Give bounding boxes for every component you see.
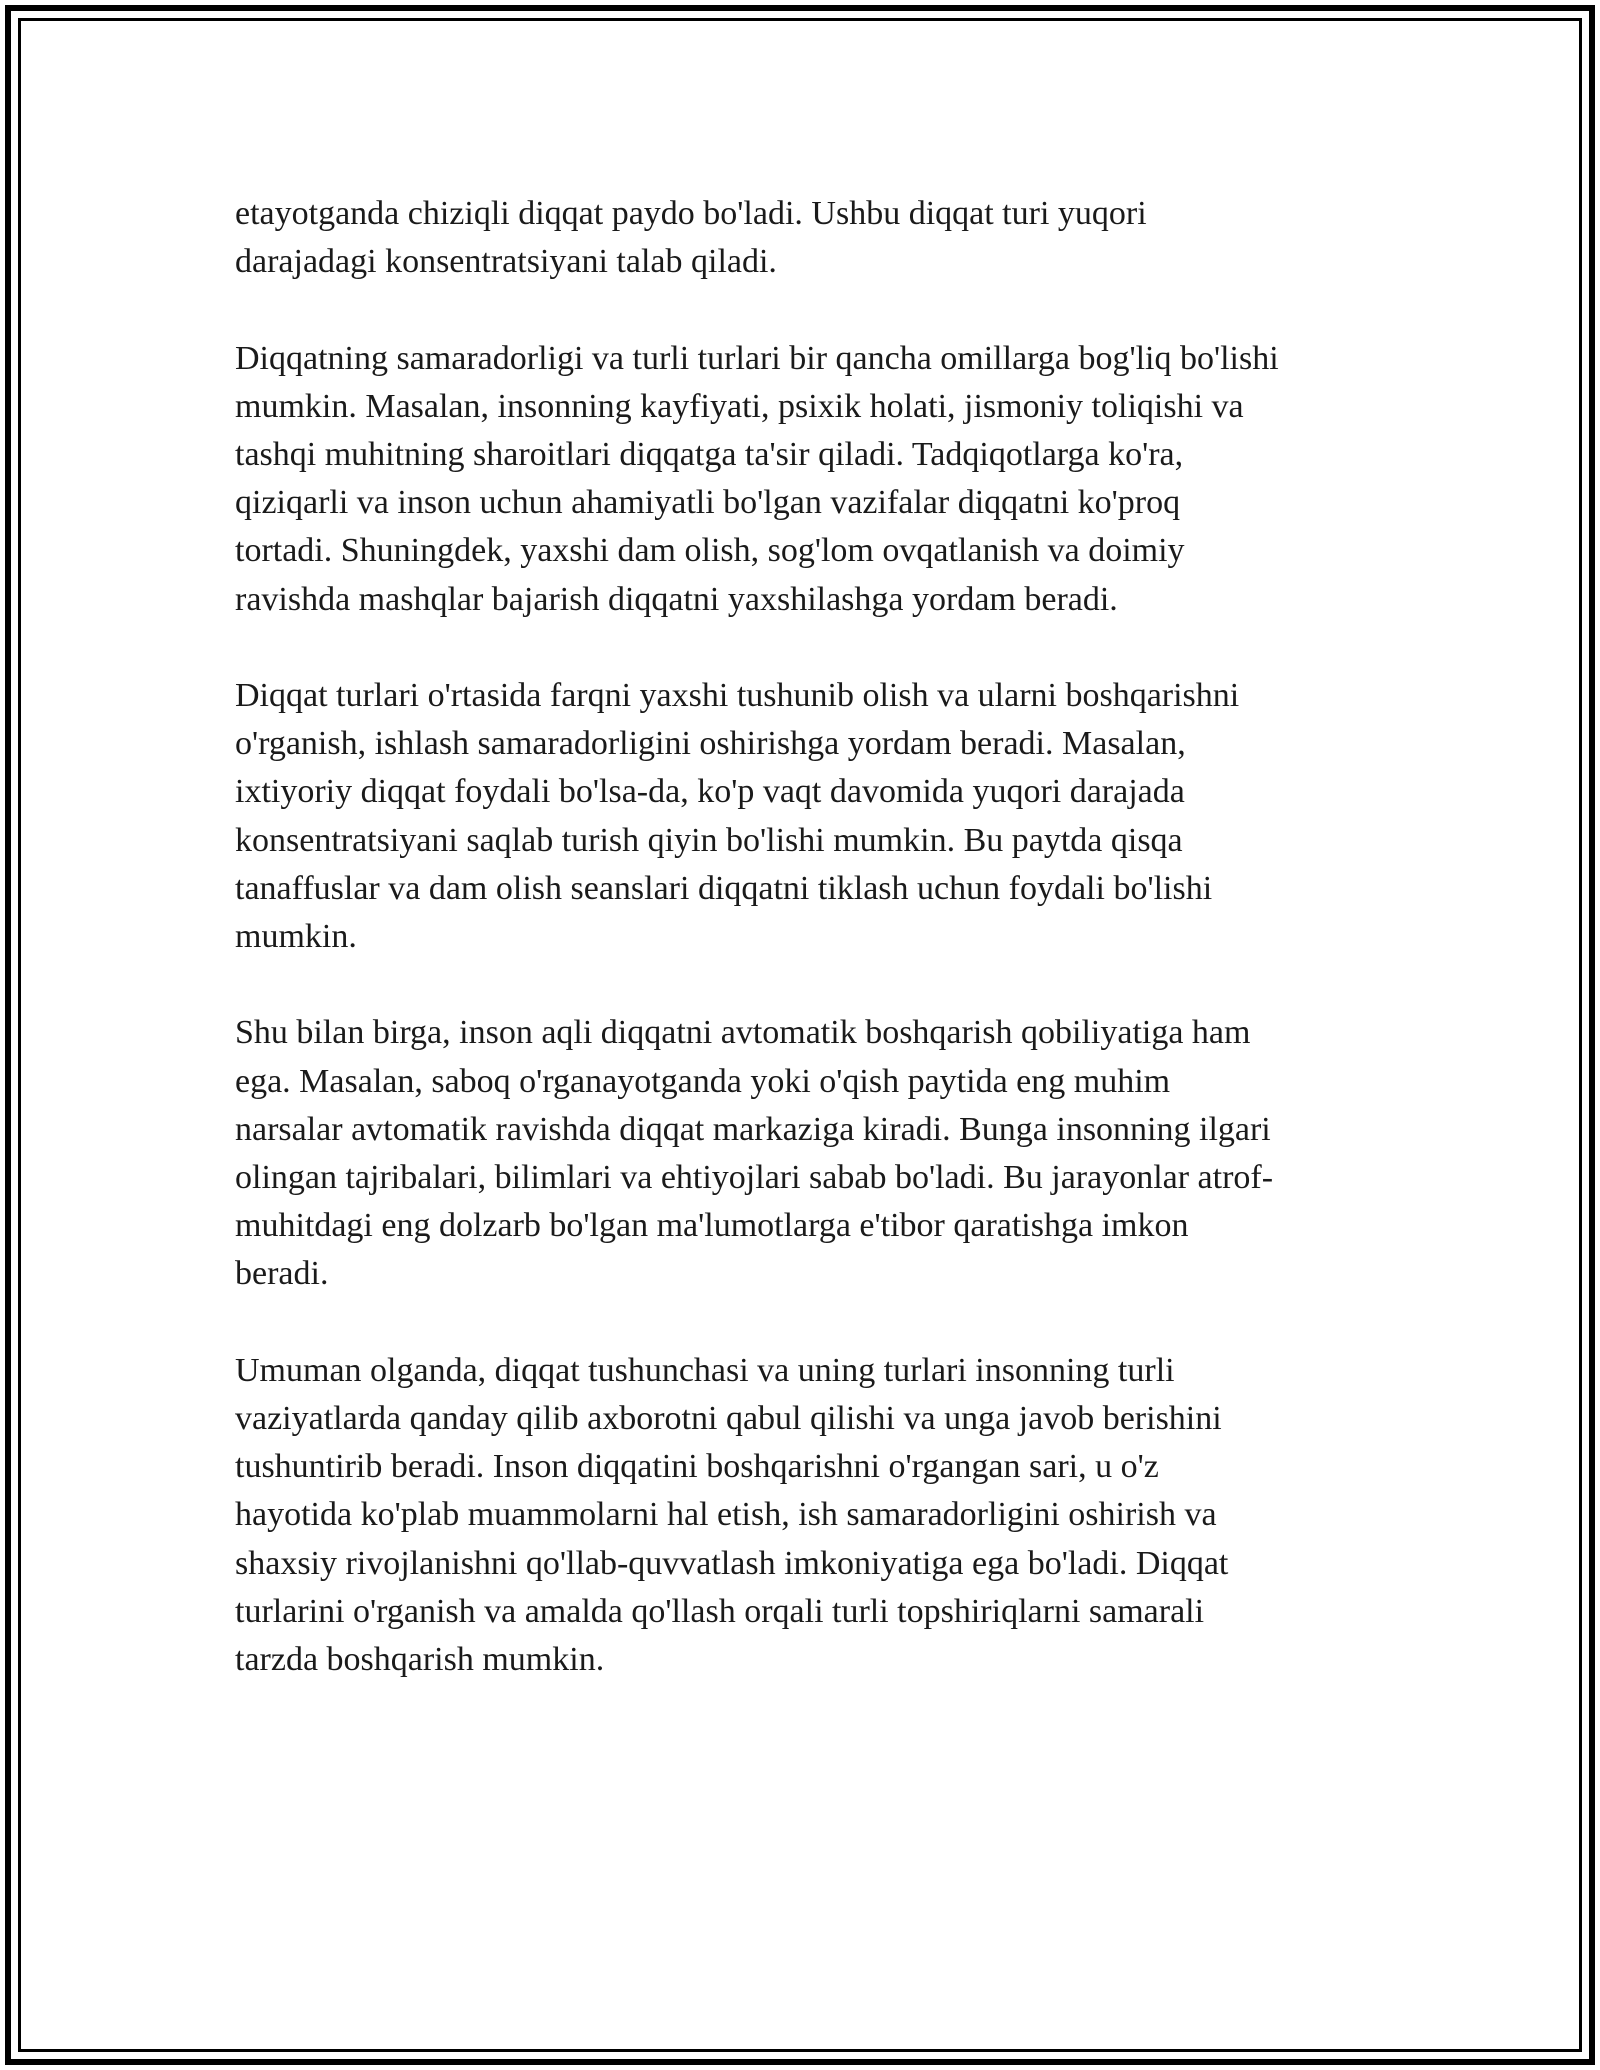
text-line: Diqqat turlari o'rtasida farqni yaxshi tushunib olish va ularni boshqarishni [235,677,1240,714]
paragraph-3 [235,672,1385,961]
text-line: narsalar avtomatik ravishda diqqat markaziga kiradi. Bunga insonning ilgari [235,1110,1271,1148]
text-line: tarzda boshqarish mumkin. [235,1641,605,1679]
text-line: ravishda mashqlar bajarish diqqatni yaxshilashga yordam beradi. [235,580,1118,618]
paragraph-4 [235,1009,1385,1298]
paragraph-5 [235,1347,1385,1684]
text-line: ixtiyoriy diqqat foydali bo'lsa-da, ko'p vaqt davomida yuqori darajada [235,773,1185,811]
text-line: muhitdagi eng dolzarb bo'lgan ma'lumotlarga e'tibor qaratishga imkon [235,1207,1189,1245]
text-line: ega. Masalan, saboq o'rganayotganda yoki o'qish paytida eng muhim [235,1062,1171,1100]
text-line: hayotida ko'plab muammolarni hal etish, ish samaradorligini oshirish va [235,1496,1217,1534]
text-line: o'rganish, ishlash samaradorligini oshirishga yordam beradi. Masalan, [235,725,1186,763]
text-line: mumkin. [235,918,357,956]
text-line: qiziqarli va inson uchun ahamiyatli bo'lgan vazifalar diqqatni ko'proq [235,484,1181,522]
text-line: tanaffuslar va dam olish seanslari diqqatni tiklash uchun foydali bo'lishi [235,869,1213,907]
text-line: mumkin. Masalan, insonning kayfiyati, psixik holati, jismoniy toliqishi va [235,387,1244,425]
text-line: etayotganda chiziqli diqqat paydo bo'ladi. Ushbu diqqat turi yuqori [235,195,1147,232]
text-line: beradi. [235,1255,329,1293]
paragraph-1 [235,190,1385,286]
text-line: shaxsiy rivojlanishni qo'llab-quvvatlash imkoniyatiga ega bo'ladi. Diqqat [235,1544,1229,1582]
document-body [235,190,1385,1732]
text-line: tortadi. Shuningdek, yaxshi dam olish, sog'lom ovqatlanish va doimiy [235,532,1185,570]
text-line: tushuntirib beradi. Inson diqqatini boshqarishni o'rgangan sari, u o'z [235,1448,1159,1486]
text-line: Umuman olganda, diqqat tushunchasi va uning turlari insonning turli [235,1351,1175,1389]
text-line: olingan tajribalari, bilimlari va ehtiyojlari sabab bo'ladi. Bu jarayonlar atrof- [235,1159,1274,1197]
text-line: vaziyatlarda qanday qilib axborotni qabul qilishi va unga javob berishini [235,1400,1222,1438]
text-line: turlarini o'rganish va amalda qo'llash orqali turli topshiriqlarni samarali [235,1592,1205,1630]
text-line: Diqqatning samaradorligi va turli turlari bir qancha omillarga bog'liq bo'lishi [235,339,1279,377]
paragraph-2 [235,335,1385,624]
text-line: Shu bilan birga, inson aqli diqqatni avtomatik boshqarish qobiliyatiga ham [235,1014,1251,1052]
text-line: konsentratsiyani saqlab turish qiyin bo'lishi mumkin. Bu paytda qisqa [235,821,1183,859]
text-line: darajadagi konsentratsiyani talab qiladi. [235,243,777,281]
text-line: tashqi muhitning sharoitlari diqqatga ta'sir qiladi. Tadqiqotlarga ko'ra, [235,436,1184,473]
